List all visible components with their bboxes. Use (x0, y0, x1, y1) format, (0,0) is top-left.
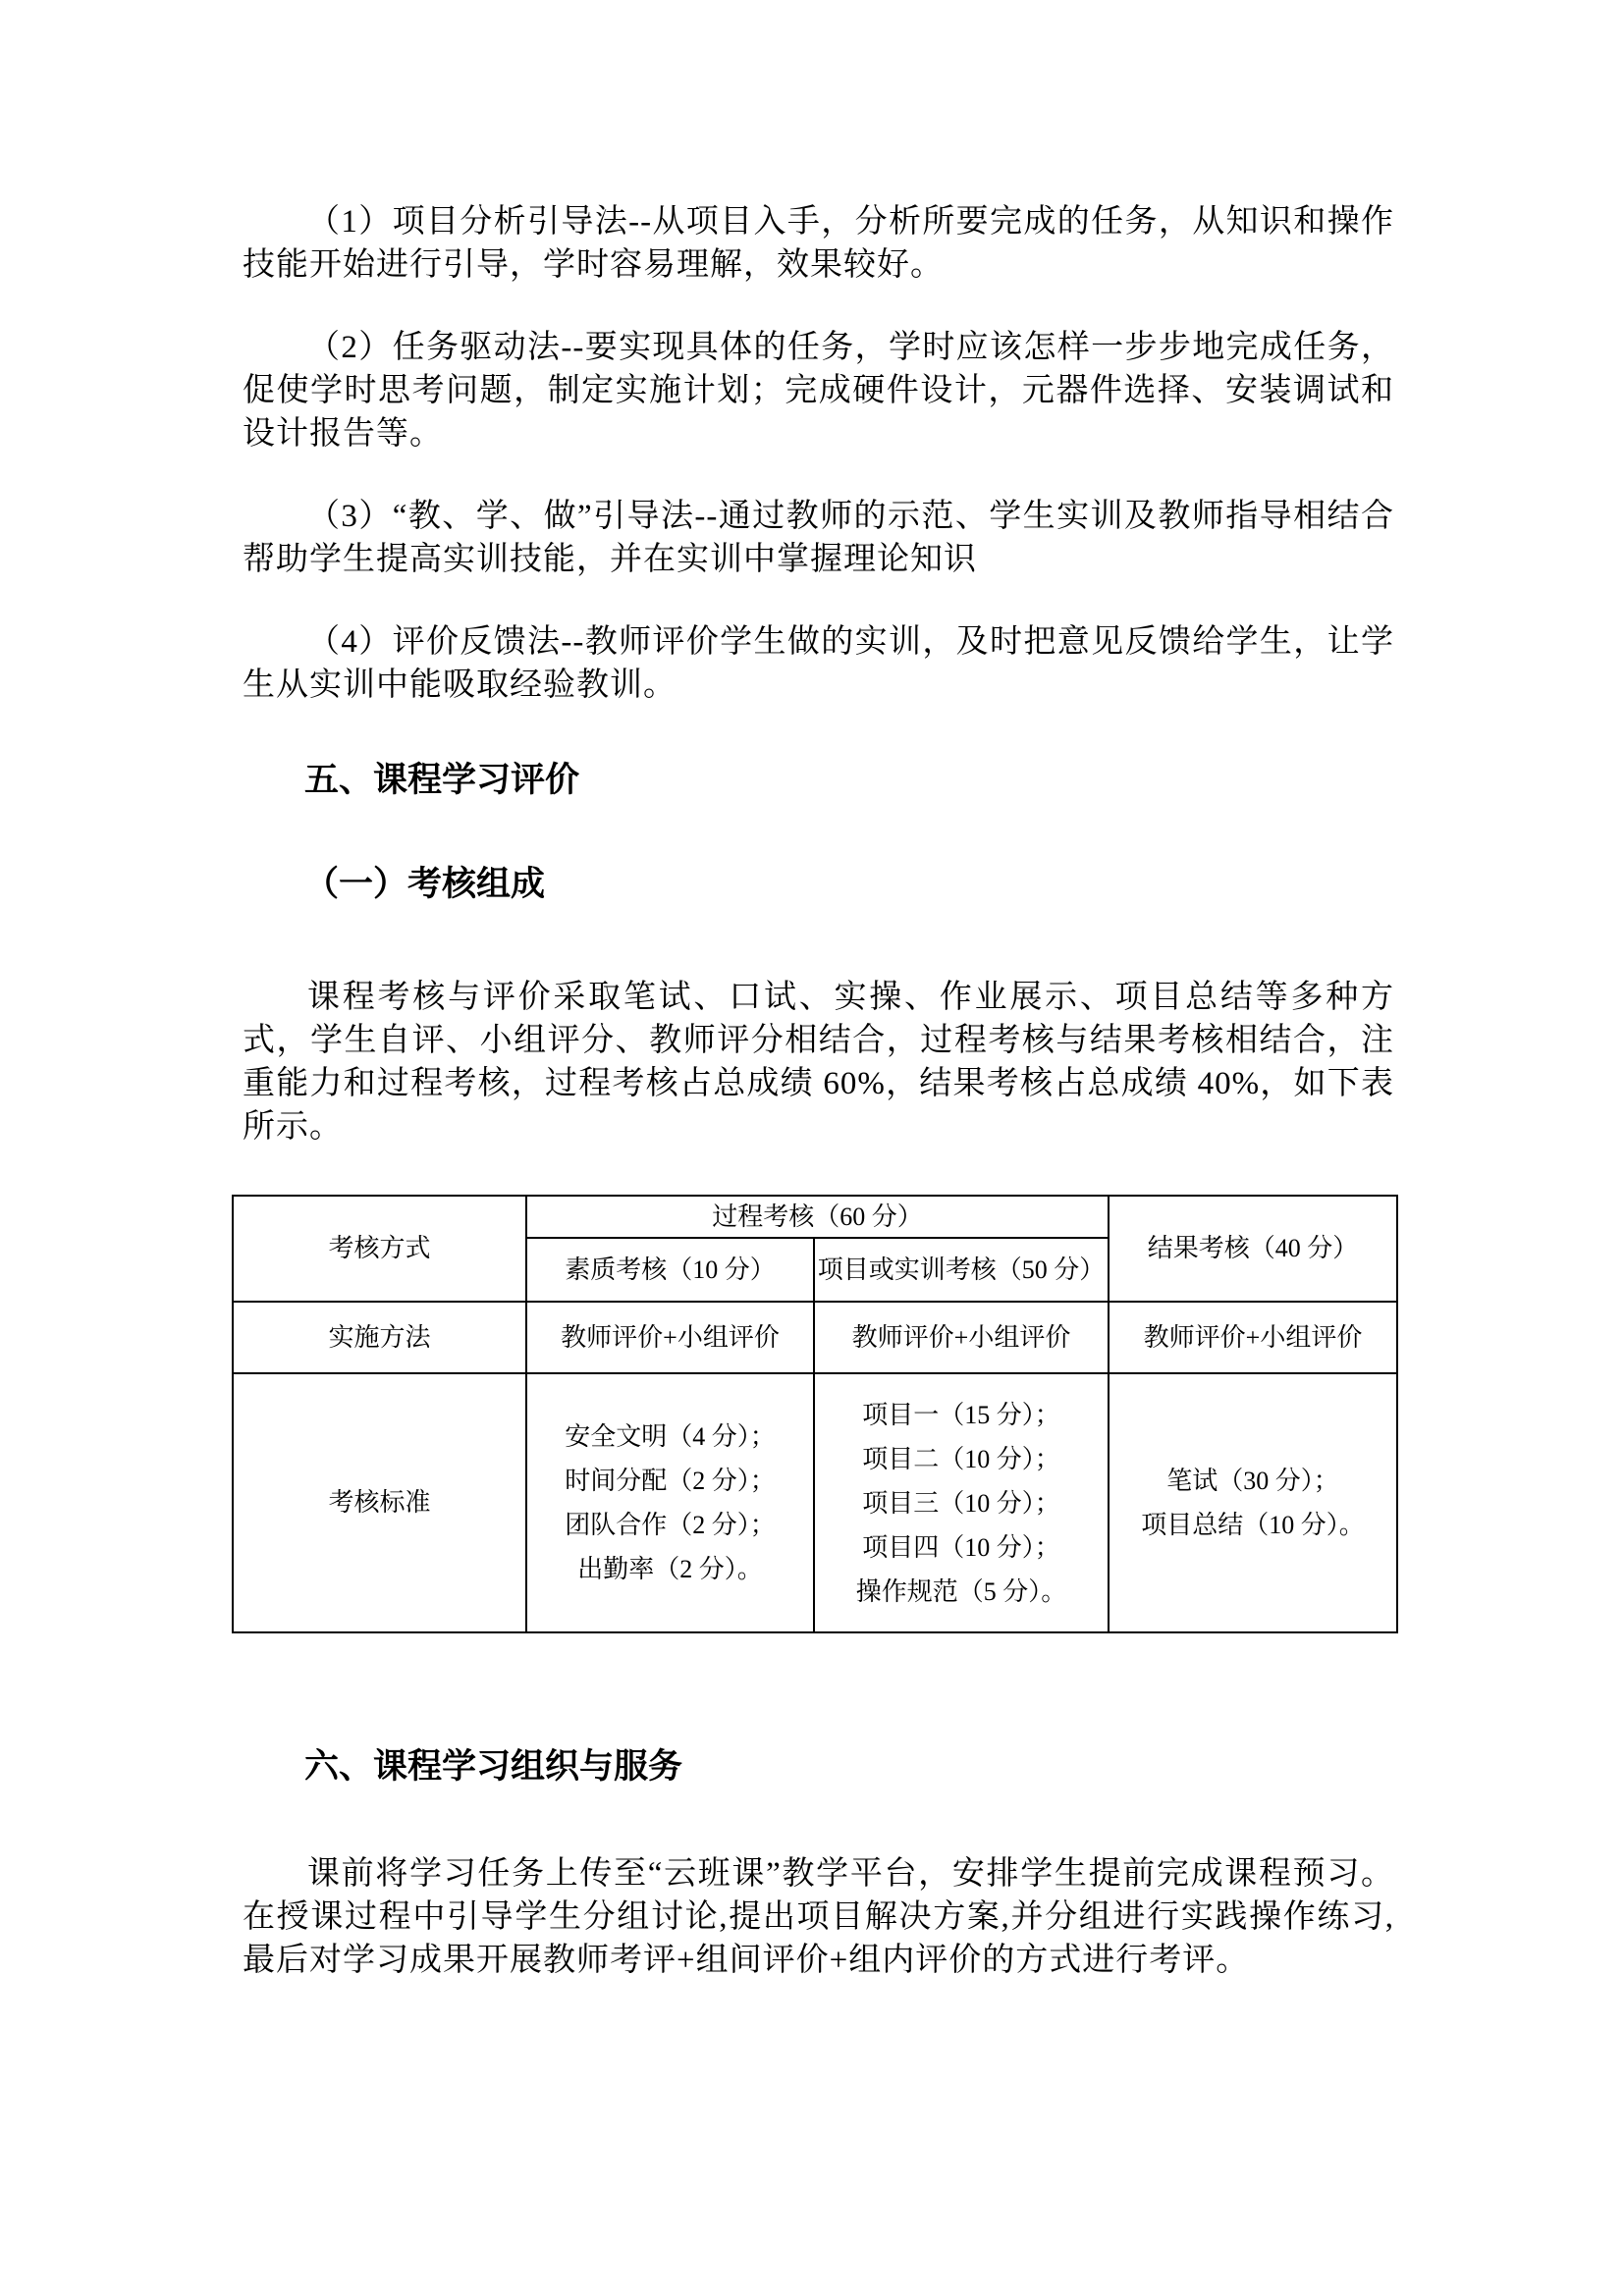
table-cell-methods-quality: 教师评价+小组评价 (526, 1302, 814, 1373)
paragraph-method-1: （1）项目分析引导法--从项目入手，分析所要完成的任务，从知识和操作技能开始进行引导，学时容易理解，效果较好。 (243, 204, 1394, 283)
criteria-result-line: 项目总结（10 分）。 (1141, 1511, 1365, 1539)
criteria-project-line: 项目一（15 分）； (862, 1400, 1060, 1429)
criteria-project-line: 操作规范（5 分）。 (855, 1576, 1067, 1606)
heading-section-5: 五、课程学习评价 (304, 761, 580, 799)
table-cell-sub-quality: 素质考核（10 分） (526, 1238, 814, 1302)
criteria-project-line: 项目二（10 分）； (862, 1444, 1060, 1473)
criteria-project-line: 项目三（10 分）； (862, 1488, 1060, 1518)
table-cell-corner-label: 考核方式 (233, 1196, 526, 1302)
heading-section-5-1: （一）考核组成 (304, 865, 546, 903)
document-content (243, 200, 1394, 1982)
criteria-quality-line: 团队合作（2 分）； (565, 1511, 776, 1539)
criteria-quality-line: 时间分配（2 分）； (565, 1467, 776, 1495)
table-row-methods (233, 1302, 1397, 1373)
table-cell-methods-project: 教师评价+小组评价 (814, 1302, 1109, 1373)
table-cell-process-header: 过程考核（60 分） (526, 1196, 1109, 1238)
paragraph-service: 课前将学习任务上传至“云班课”教学平台，安排学生提前完成课程预习。在授课过程中引导学生分组讨论,提出项目解决方案,并分组进行实践操作练习,最后对学习成果开展教师考评+组间评价+组内评价的方式进行考评。 (243, 1856, 1394, 1978)
table-cell-criteria-label: 考核标准 (233, 1373, 526, 1632)
criteria-quality-line: 出勤率（2 分）。 (577, 1555, 763, 1583)
table-row-criteria (233, 1373, 1397, 1632)
paragraph-method-4: （4）评价反馈法--教师评价学生做的实训，及时把意见反馈给学生，让学生从实训中能吸取经验教训。 (243, 624, 1394, 703)
table-cell-methods-label: 实施方法 (233, 1302, 526, 1373)
assessment-table (232, 1195, 1398, 1633)
heading-section-6: 六、课程学习组织与服务 (304, 1747, 683, 1786)
table-cell-methods-result: 教师评价+小组评价 (1109, 1302, 1397, 1373)
table-cell-result-header: 结果考核（40 分） (1109, 1196, 1397, 1302)
table-row-header (233, 1196, 1397, 1238)
table-cell-sub-project: 项目或实训考核（50 分） (814, 1238, 1109, 1302)
criteria-quality-line: 安全文明（4 分）； (565, 1422, 776, 1451)
paragraph-assessment-intro: 课程考核与评价采取笔试、口试、实操、作业展示、项目总结等多种方式，学生自评、小组评分、教师评分相结合，过程考核与结果考核相结合，注重能力和过程考核，过程考核占总成绩 60%，结果考核占总成绩 40%，如下表所示。 (243, 980, 1394, 1145)
table-cell-criteria-result (1109, 1373, 1397, 1632)
paragraph-method-3: （3）“教、学、做”引导法--通过教师的示范、学生实训及教师指导相结合帮助学生提高实训技能，并在实训中掌握理论知识 (243, 499, 1394, 577)
table-cell-criteria-project (814, 1373, 1109, 1632)
table-cell-criteria-quality (526, 1373, 814, 1632)
criteria-project-line: 项目四（10 分）； (862, 1532, 1060, 1562)
paragraph-method-2: （2）任务驱动法--要实现具体的任务，学时应该怎样一步步地完成任务，促使学时思考问题，制定实施计划；完成硬件设计，元器件选择、安装调试和设计报告等。 (243, 330, 1394, 452)
criteria-result-line: 笔试（30 分）； (1166, 1467, 1339, 1495)
